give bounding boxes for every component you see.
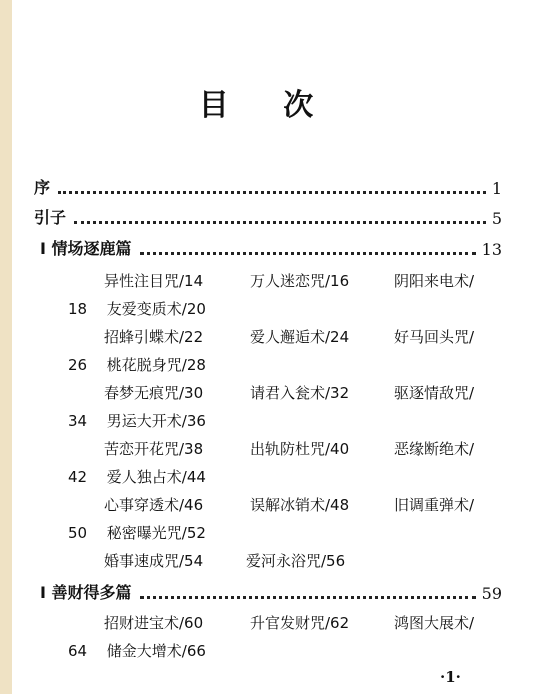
leader-dots — [140, 596, 476, 599]
toc-continuation[interactable] — [68, 640, 206, 661]
toc-entry: 秘密曝光咒/52 — [106, 524, 206, 542]
toc-entry[interactable]: 心事穿透术/46 — [104, 496, 204, 514]
toc-continuation[interactable] — [68, 298, 206, 319]
toc-section-love[interactable] — [40, 233, 502, 259]
section-page: 13 — [481, 240, 502, 259]
section-label: I 情场逐鹿篇 — [40, 239, 132, 258]
toc-entry: 桃花脱身咒/28 — [106, 356, 206, 374]
toc-section-wealth[interactable] — [40, 577, 502, 603]
leader-dots — [58, 191, 486, 194]
toc-entry[interactable]: 春梦无痕咒/30 — [104, 384, 204, 402]
toc-entry[interactable]: 招蜂引蝶术/22 — [104, 328, 204, 346]
section-page: 5 — [491, 209, 502, 228]
section-label: 序 — [34, 178, 51, 197]
toc-continuation[interactable] — [68, 522, 206, 543]
page-number: 34 — [68, 412, 88, 430]
toc-continuation[interactable] — [68, 466, 206, 487]
toc-section-intro[interactable] — [34, 202, 502, 228]
toc-entry[interactable]: 苦恋开花咒/38 — [104, 440, 204, 458]
toc-entry[interactable]: 婚事速成咒/54 — [104, 552, 204, 570]
toc-section-preface[interactable] — [34, 172, 502, 198]
toc-entry: 储金大增术/66 — [106, 642, 206, 660]
page-number: 50 — [68, 524, 88, 542]
section-label: 引子 — [34, 208, 67, 227]
toc-entry: 友爱变质术/20 — [106, 300, 206, 318]
toc-continuation[interactable] — [68, 410, 206, 431]
leader-dots — [140, 252, 476, 255]
page-number-footer: ·1· — [440, 668, 461, 686]
leader-dots — [74, 221, 486, 224]
toc-entry[interactable]: 鸿图大展术/ — [394, 614, 475, 632]
toc-entry[interactable]: 误解冰销术/48 — [250, 496, 350, 514]
page-title: 目 次 — [198, 88, 336, 123]
section-page: 1 — [491, 179, 502, 198]
section-label: I 善财得多篇 — [40, 583, 132, 602]
toc-continuation[interactable] — [68, 354, 206, 375]
toc-entry[interactable]: 恶缘断绝术/ — [394, 440, 475, 458]
toc-entry[interactable]: 出轨防杜咒/40 — [250, 440, 350, 458]
toc-entry[interactable]: 请君入瓮术/32 — [250, 384, 350, 402]
toc-entry[interactable]: 旧调重弹术/ — [394, 496, 475, 514]
toc-entry[interactable]: 招财进宝术/60 — [104, 614, 204, 632]
toc-entry[interactable]: 万人迷恋咒/16 — [250, 272, 350, 290]
page-number: 18 — [68, 300, 88, 318]
page-number: 42 — [68, 468, 88, 486]
toc-entry[interactable]: 升官发财咒/62 — [250, 614, 350, 632]
toc-entry[interactable]: 阴阳来电术/ — [394, 272, 475, 290]
page-number: 26 — [68, 356, 88, 374]
toc-entry[interactable]: 爱人邂逅术/24 — [250, 328, 350, 346]
toc-entry: 男运大开术/36 — [106, 412, 206, 430]
toc-entry[interactable]: 异性注目咒/14 — [104, 272, 204, 290]
toc-entry: 爱人独占术/44 — [106, 468, 206, 486]
toc-entry[interactable]: 好马回头咒/ — [394, 328, 475, 346]
toc-entry[interactable]: 驱逐情敌咒/ — [394, 384, 475, 402]
toc-entry[interactable]: 爱河永浴咒/56 — [246, 552, 346, 570]
section-page: 59 — [481, 584, 502, 603]
page-number: 64 — [68, 642, 88, 660]
